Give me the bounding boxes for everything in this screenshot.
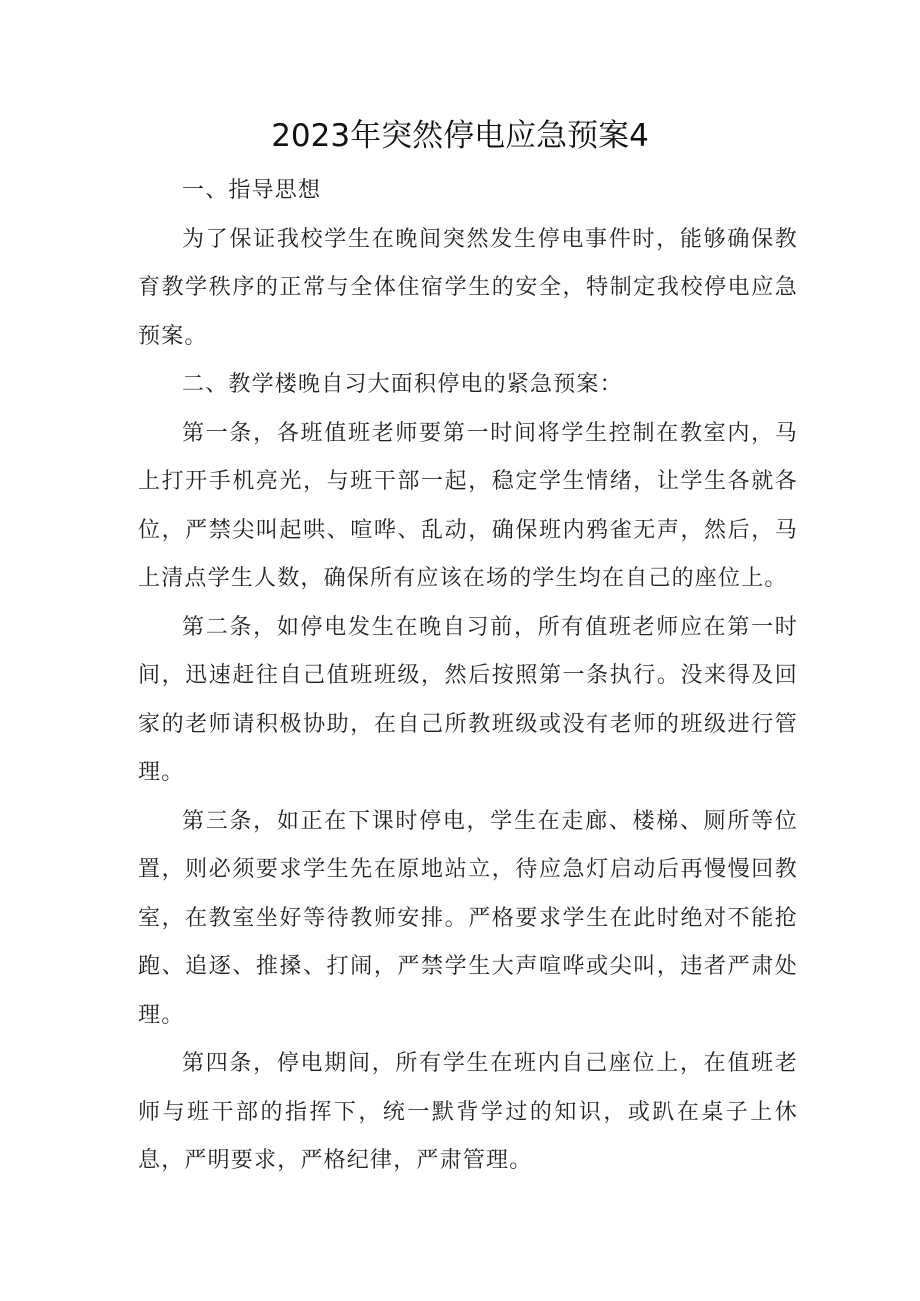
section-heading-emergency-plan: 二、教学楼晚自习大面积停电的紧急预案：: [182, 372, 623, 397]
paragraph-article-3: 第三条，如正在下课时停电，学生在走廊、楼梯、厕所等位置，则必须要求学生先在原地站立，待应急灯启动后再慢慢回教室，在教室坐好等待教师安排。严格要求学生在此时绝对不能抢跑、追逐、推搡、打闹，严禁学生大声喧哗或尖叫，违者严肃处理。: [138, 808, 798, 1028]
section-heading-guiding-idea: 一、指导思想: [182, 178, 322, 203]
paragraph-purpose: 为了保证我校学生在晚间突然发生停电事件时，能够确保教育教学秩序的正常与全体住宿学生的安全，特制定我校停电应急预案。: [138, 226, 798, 349]
paragraph-article-2: 第二条，如停电发生在晚自习前，所有值班老师应在第一时间，迅速赶往自己值班班级，然后按照第一条执行。没来得及回家的老师请积极协助，在自己所教班级或没有老师的班级进行管理。: [138, 614, 798, 785]
document-title: 2023年突然停电应急预案4: [271, 118, 649, 154]
document-body: [138, 167, 798, 1186]
paragraph-article-4: 第四条，停电期间，所有学生在班内自己座位上，在值班老师与班干部的指挥下，统一默背学过的知识，或趴在桌子上休息，严明要求，严格纪律，严肃管理。: [138, 1051, 798, 1173]
paragraph-article-1: 第一条，各班值班老师要第一时间将学生控制在教室内，马上打开手机亮光，与班干部一起，稳定学生情绪，让学生各就各位，严禁尖叫起哄、喧哗、乱动，确保班内鸦雀无声，然后，马上清点学生人数，确保所有应该在场的学生均在自己的座位上。: [138, 420, 798, 591]
